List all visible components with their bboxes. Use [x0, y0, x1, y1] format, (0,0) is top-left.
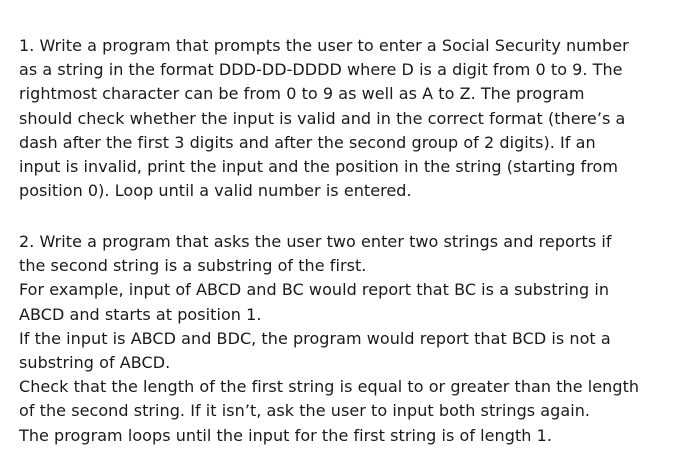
problem-2-line: 2. Write a program that asks the user two enter two strings and reports if [19, 232, 612, 251]
problem-2-line: substring of ABCD. [19, 353, 171, 373]
problem-1-line: dash after the first 3 digits and after the second group of 2 digits). If an [19, 132, 596, 152]
problem-2-line: ABCD and starts at position 1. [19, 304, 262, 324]
problem-1-line: input is invalid, print the input and the position in the string (starting from [19, 157, 618, 177]
problem-1-line: rightmost character can be from 0 to 9 as well as A to Z. The program [19, 84, 585, 104]
problem-2-line: If the input is ABCD and BDC, the program would report that BCD is not a [19, 328, 611, 348]
problem-2-line: For example, input of ABCD and BC would report that BC is a substring in [19, 280, 610, 300]
problem-2-line: of the second string. If it isn’t, ask the user to input both strings again. [19, 401, 591, 421]
problem-1-line: position 0). Loop until a valid number is entered. [19, 181, 412, 201]
problem-2-line: the second string is a substring of the first. [19, 256, 367, 276]
problem-1-line: 1. Write a program that prompts the user to enter a Social Security number [19, 36, 629, 55]
problem-1-line: as a string in the format DDD-DD-DDDD where D is a digit from 0 to 9. The [19, 60, 623, 80]
problem-2-line: Check that the length of the first string is equal to or greater than the length [19, 377, 640, 397]
problem-1-line: should check whether the input is valid and in the correct format (there’s a [19, 108, 626, 128]
problem-1-text [19, 34, 629, 203]
problem-2-text [19, 230, 639, 448]
problem-2-line: The program loops until the input for the first string is of length 1. [19, 425, 552, 445]
